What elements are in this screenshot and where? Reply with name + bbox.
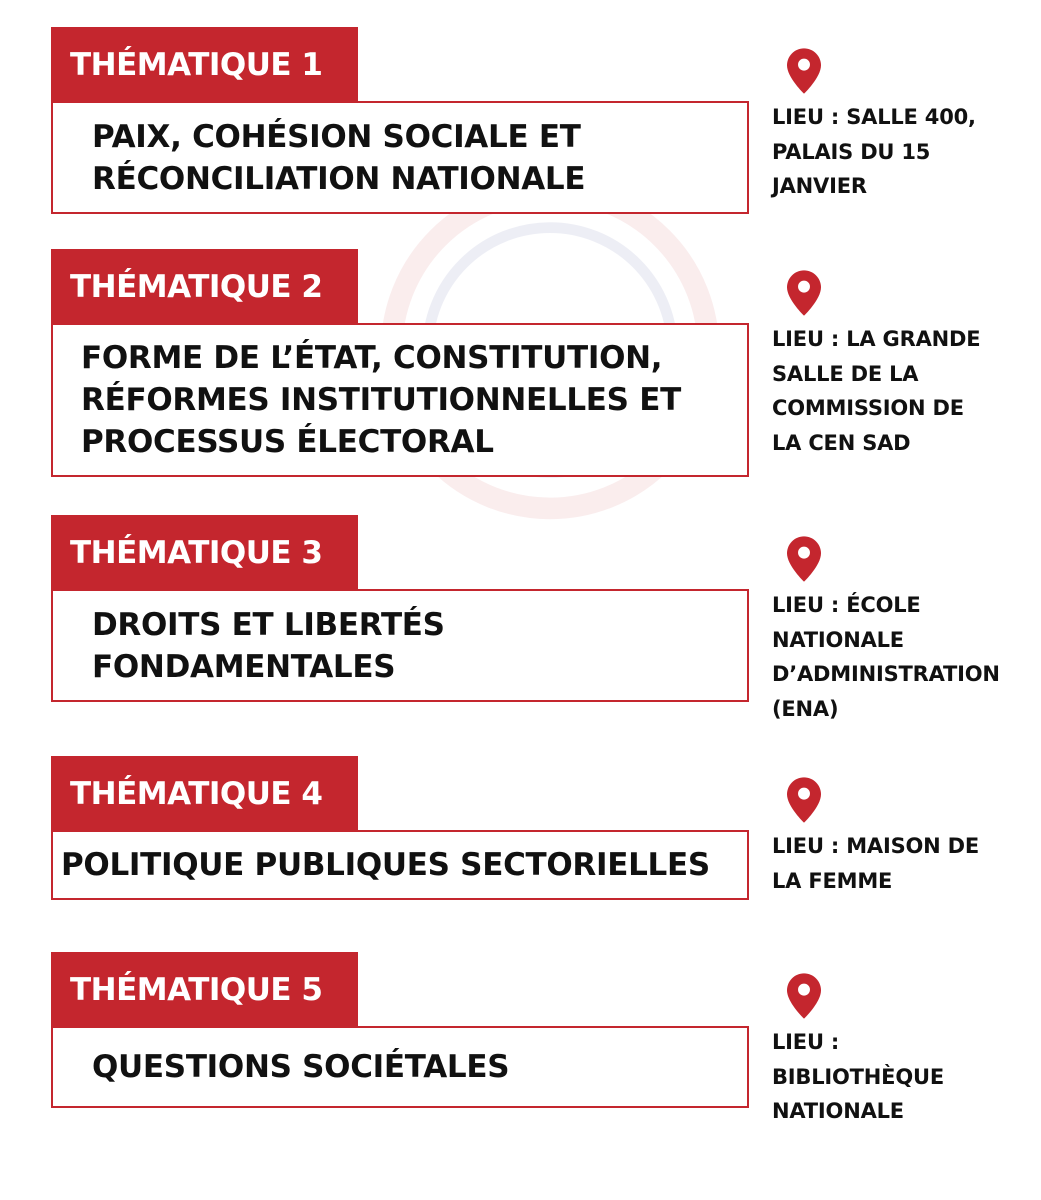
theme-4-title: POLITIQUE PUBLIQUES SECTORIELLES (61, 847, 710, 883)
theme-5-location: LIEU : BIBLIOTHÈQUE NATIONALE (772, 1030, 944, 1123)
map-pin-icon (787, 48, 821, 94)
theme-1-location: LIEU : SALLE 400, PALAIS DU 15 JANVIER (772, 105, 976, 198)
theme-5-tab: THÉMATIQUE 5 (51, 952, 358, 1028)
theme-2-title: FORME DE L’ÉTAT, CONSTITUTION, RÉFORMES INSTITUTIONNELLES ET PROCESSUS ÉLECTORAL (81, 340, 681, 460)
theme-1-tab: THÉMATIQUE 1 (51, 27, 358, 103)
theme-1-box (51, 101, 749, 214)
theme-5-title: QUESTIONS SOCIÉTALES (92, 1049, 510, 1085)
theme-2-tab: THÉMATIQUE 2 (51, 249, 358, 325)
map-pin-icon (787, 536, 821, 582)
theme-2-location: LIEU : LA GRANDE SALLE DE LA COMMISSION DE LA CEN SAD (772, 327, 981, 455)
map-pin-icon (787, 270, 821, 316)
theme-1-title: PAIX, COHÉSION SOCIALE ET RÉCONCILIATION NATIONALE (92, 118, 586, 197)
theme-3-tab: THÉMATIQUE 3 (51, 515, 358, 591)
theme-4-box (51, 830, 749, 900)
theme-4-location: LIEU : MAISON DE LA FEMME (772, 834, 980, 893)
theme-3-box (51, 589, 749, 702)
map-pin-icon (787, 973, 821, 1019)
theme-3-title: DROITS ET LIBERTÉS FONDAMENTALES (92, 606, 445, 685)
theme-4-tab: THÉMATIQUE 4 (51, 756, 358, 832)
theme-3-location: LIEU : ÉCOLE NATIONALE D’ADMINISTRATION (ENA) (772, 593, 1000, 721)
map-pin-icon (787, 777, 821, 823)
theme-5-box (51, 1026, 749, 1108)
theme-2-box (51, 323, 749, 477)
